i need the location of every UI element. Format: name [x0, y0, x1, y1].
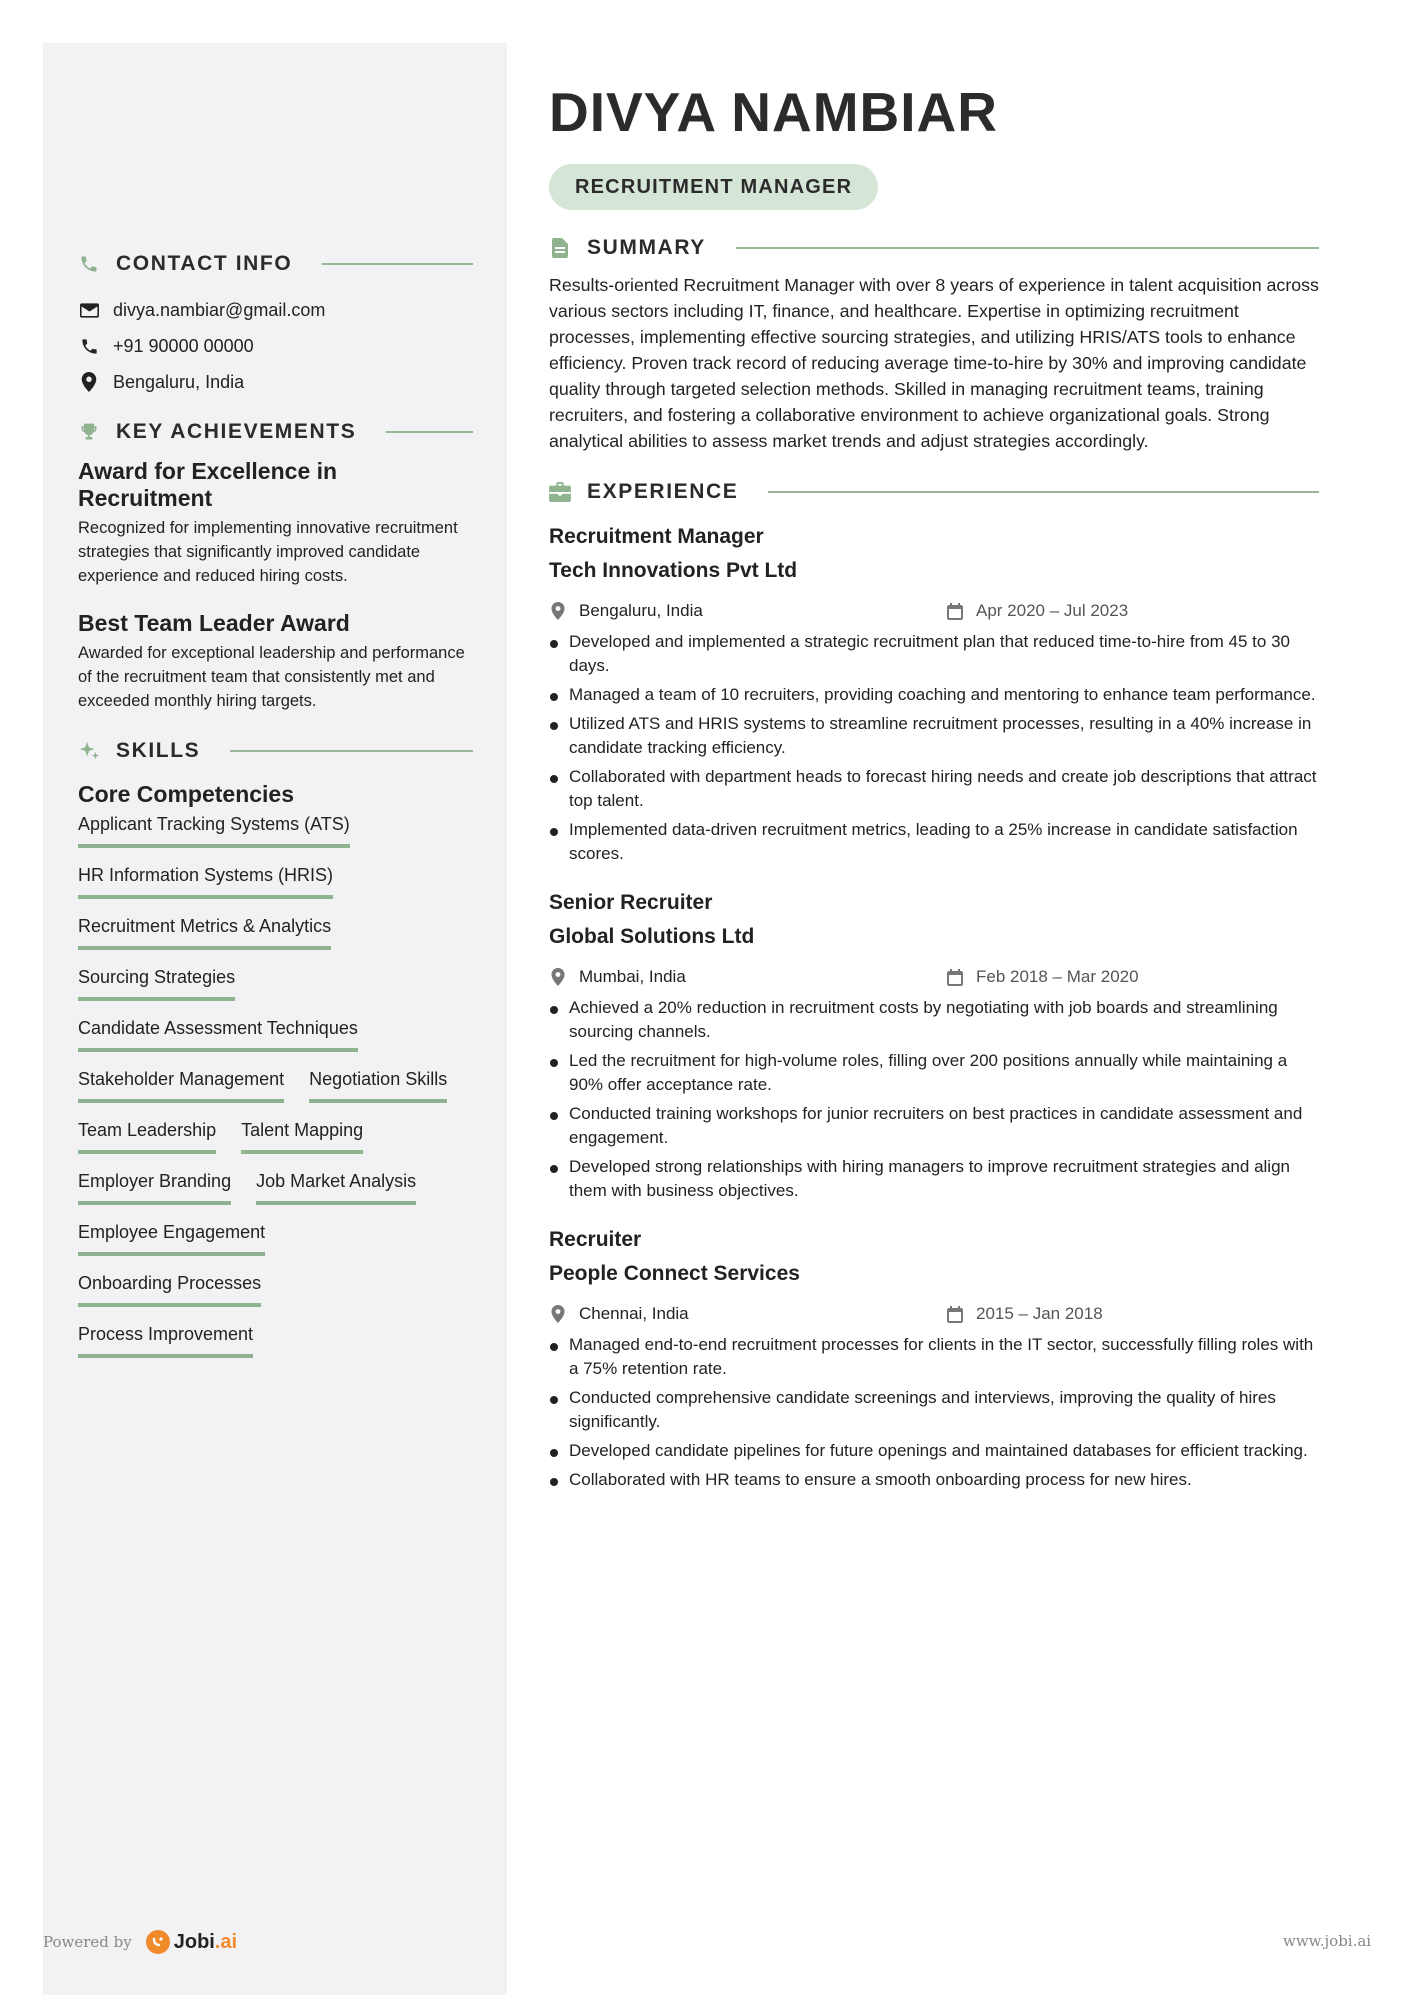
skill-tag: Onboarding Processes [78, 1273, 261, 1307]
footer-website[interactable]: www.jobi.ai [1283, 1932, 1372, 1950]
job-bullet: Achieved a 20% reduction in recruitment costs by negotiating with job boards and streamlining sourcing channels. [549, 996, 1319, 1044]
location-pin-icon [549, 968, 567, 986]
job-meta [549, 592, 1319, 630]
job-location [549, 1304, 946, 1324]
contact-section-header [78, 248, 473, 280]
job-location-text: Bengaluru, India [579, 601, 703, 620]
job-role: Recruitment Manager [549, 525, 764, 548]
job-dates [946, 601, 1128, 621]
skills-list [78, 814, 473, 1375]
skill-tag: Stakeholder Management [78, 1069, 284, 1103]
contact-phone-row [78, 328, 473, 364]
jobi-logo-text [174, 1931, 237, 1954]
calendar-icon [946, 602, 964, 620]
job-bullets [549, 996, 1319, 1203]
job-bullet: Managed end-to-end recruitment processes for clients in the IT sector, successfully filling roles with a 75% retention rate. [549, 1333, 1319, 1381]
section-divider [386, 431, 473, 433]
envelope-icon [78, 299, 100, 321]
contact-list [78, 292, 473, 400]
job-bullets [549, 630, 1319, 866]
achievement-item [78, 610, 473, 713]
job-location-text: Chennai, India [579, 1304, 689, 1323]
achievement-title: Award for Excellence in Recruitment [78, 458, 338, 511]
calendar-icon [946, 1305, 964, 1323]
role-badge: RECRUITMENT MANAGER [549, 164, 878, 210]
job-bullet: Led the recruitment for high-volume roles, filling over 200 positions annually while maintaining a 90% offer acceptance rate. [549, 1049, 1319, 1097]
skill-tag: Employee Engagement [78, 1222, 265, 1256]
jobi-logo-icon [146, 1930, 170, 1954]
job-bullets [549, 1333, 1319, 1492]
skill-tag: Job Market Analysis [256, 1171, 416, 1205]
job-bullet: Utilized ATS and HRIS systems to streamline recruitment processes, resulting in a 40% increase in candidate tracking efficiency. [549, 712, 1319, 760]
skills-subtitle: Core Competencies [78, 781, 295, 807]
contact-location: Bengaluru, India [113, 371, 245, 392]
job-entry [549, 1223, 1319, 1492]
job-bullet: Collaborated with HR teams to ensure a smooth onboarding process for new hires. [549, 1468, 1319, 1492]
job-dates-text: 2015 – Jan 2018 [976, 1304, 1103, 1323]
job-bullet: Conducted comprehensive candidate screenings and interviews, improving the quality of hires significantly. [549, 1386, 1319, 1434]
contact-location-row [78, 364, 473, 400]
job-location [549, 967, 946, 987]
logo-accent: .ai [214, 1930, 238, 1953]
skill-tag: Employer Branding [78, 1171, 231, 1205]
skill-tag: Talent Mapping [241, 1120, 363, 1154]
jobi-logo[interactable] [146, 1930, 237, 1954]
skill-tag: Sourcing Strategies [78, 967, 235, 1001]
section-divider [230, 750, 473, 752]
job-bullet: Conducted training workshops for junior recruiters on best practices in candidate assessment and engagement. [549, 1102, 1319, 1150]
job-company: People Connect Services [549, 1262, 800, 1285]
location-pin-icon [78, 371, 100, 393]
job-bullet: Developed strong relationships with hiring managers to improve recruitment strategies and align them with business objectives. [549, 1155, 1319, 1203]
main-content [549, 80, 1319, 1497]
job-location [549, 601, 946, 621]
job-role: Senior Recruiter [549, 891, 713, 914]
section-divider [736, 247, 1319, 249]
achievements-list [78, 458, 473, 713]
job-location-text: Mumbai, India [579, 967, 686, 986]
job-bullet: Developed and implemented a strategic recruitment plan that reduced time-to-hire from 45 to 30 days. [549, 630, 1319, 678]
job-company: Tech Innovations Pvt Ltd [549, 559, 798, 582]
skill-tag: Candidate Assessment Techniques [78, 1018, 358, 1052]
job-entry [549, 520, 1319, 866]
job-company: Global Solutions Ltd [549, 925, 755, 948]
contact-email[interactable]: divya.nambiar@gmail.com [113, 299, 326, 320]
candidate-name: DIVYA NAMBIAR [549, 81, 998, 143]
section-divider [322, 263, 473, 265]
logo-main: Jobi [173, 1930, 215, 1953]
briefcase-icon [549, 481, 571, 503]
document-icon [549, 237, 571, 259]
sparkle-icon [78, 740, 100, 762]
achievements-section-header [78, 416, 473, 448]
summary-section-title: SUMMARY [587, 236, 706, 259]
experience-section-header [549, 476, 1319, 508]
job-bullet: Managed a team of 10 recruiters, providing coaching and mentoring to enhance team performance. [549, 683, 1319, 707]
job-dates-text: Feb 2018 – Mar 2020 [976, 967, 1139, 986]
phone-icon [78, 253, 100, 275]
location-pin-icon [549, 1305, 567, 1323]
achievement-description: Recognized for implementing innovative recruitment strategies that significantly improved candidate experience and reduced hiring costs. [78, 519, 458, 585]
sidebar-content [78, 248, 473, 1375]
skills-section-title: SKILLS [116, 739, 201, 762]
contact-email-row [78, 292, 473, 328]
job-meta [549, 1295, 1319, 1333]
job-dates [946, 967, 1139, 987]
skill-tag: Process Improvement [78, 1324, 253, 1358]
job-role: Recruiter [549, 1228, 642, 1251]
job-dates [946, 1304, 1103, 1324]
job-bullet: Collaborated with department heads to forecast hiring needs and create job descriptions that attract top talent. [549, 765, 1319, 813]
achievement-title: Best Team Leader Award [78, 610, 350, 636]
job-dates-text: Apr 2020 – Jul 2023 [976, 601, 1129, 620]
achievements-section-title: KEY ACHIEVEMENTS [116, 420, 357, 443]
summary-text: Results-oriented Recruitment Manager with over 8 years of experience in talent acquisition across various sectors including IT, finance, and healthcare. Expertise in optimizing recruitment processes, implementing effective sourcing strategies, and utilizing HRIS/ATS tools to enhance efficiency. Proven track record of reducing average time-to-hire by 30% and improving candidate quality through targeted selection methods. Skilled in managing recruitment teams, training recruiters, and fostering a collaborative environment to achieve organizational goals. Strong analytical abilities to assess market trends and adjust strategies accordingly. [549, 275, 1319, 451]
sidebar [43, 43, 507, 1995]
skill-tag: Recruitment Metrics & Analytics [78, 916, 331, 950]
job-entry [549, 886, 1319, 1203]
trophy-icon [78, 421, 100, 443]
achievement-description: Awarded for exceptional leadership and performance of the recruitment team that consistently met and exceeded monthly hiring targets. [78, 644, 465, 710]
summary-section-header [549, 232, 1319, 264]
skill-tag: Team Leadership [78, 1120, 216, 1154]
phone-icon [78, 335, 100, 357]
job-bullet: Developed candidate pipelines for future openings and maintained databases for efficient tracking. [549, 1439, 1319, 1463]
job-meta [549, 958, 1319, 996]
achievement-item [78, 458, 473, 588]
skill-tag: Negotiation Skills [309, 1069, 447, 1103]
footer-branding [43, 1930, 237, 1954]
skill-tag: Applicant Tracking Systems (ATS) [78, 814, 350, 848]
experience-section-title: EXPERIENCE [587, 480, 739, 503]
location-pin-icon [549, 602, 567, 620]
calendar-icon [946, 968, 964, 986]
contact-phone[interactable]: +91 90000 00000 [113, 335, 254, 356]
section-divider [768, 491, 1319, 493]
powered-by-label: Powered by [43, 1933, 132, 1951]
skills-section-header [78, 735, 473, 767]
skill-tag: HR Information Systems (HRIS) [78, 865, 333, 899]
job-bullet: Implemented data-driven recruitment metrics, leading to a 25% increase in candidate satisfaction scores. [549, 818, 1319, 866]
contact-section-title: CONTACT INFO [116, 252, 293, 275]
